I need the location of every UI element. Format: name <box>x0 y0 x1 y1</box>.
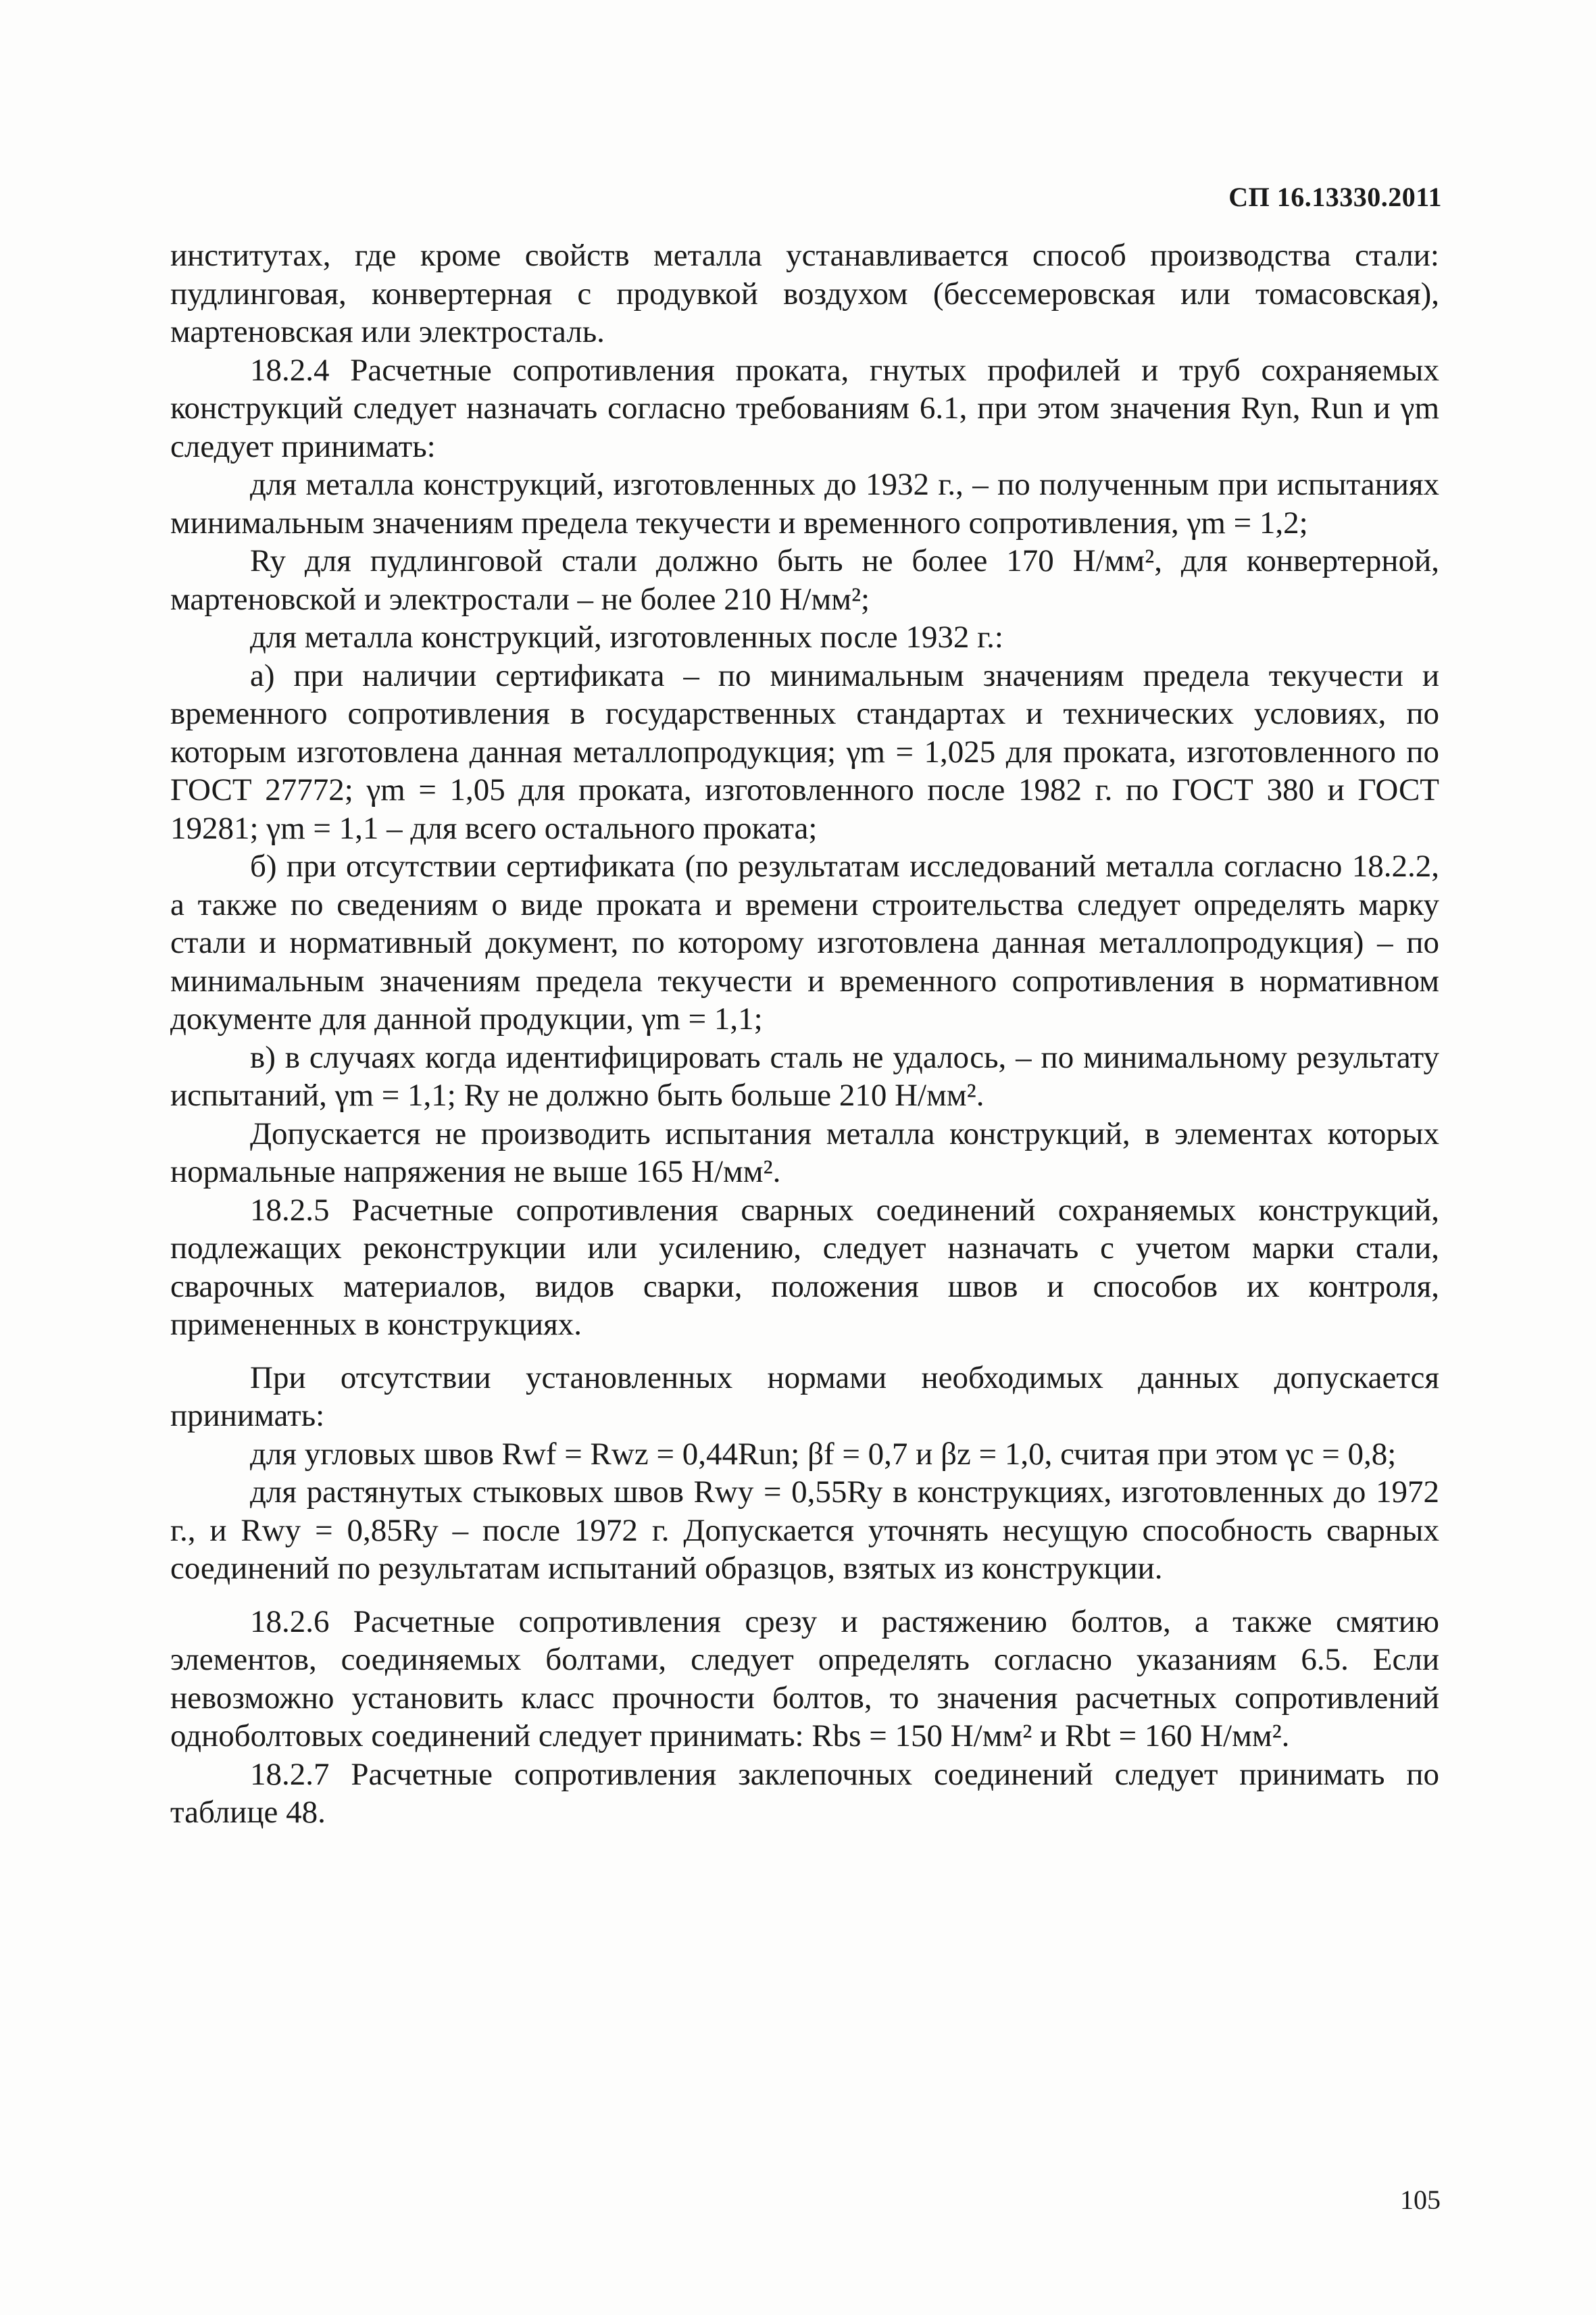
paragraph-18-2-7: 18.2.7 Расчетные сопротивления заклепочных соединений следует принимать по таблице 48. <box>170 1756 1439 1830</box>
paragraph-continuation: институтах, где кроме свойств металла устанавливается способ производства стали: пудлинговая, конвертерная с продувкой воздухом (бессемеровская или томасовская), мартеновская или электросталь. <box>170 238 1439 349</box>
paragraph-no-data: При отсутствии установленных нормами необходимых данных допускается принимать: <box>170 1360 1439 1433</box>
document-code: СП 16.13330.2011 <box>1228 182 1442 212</box>
document-body <box>170 237 1439 1832</box>
paragraph-before-1932: для металла конструкций, изготовленных до 1932 г., – по полученным при испытаниях минимальным значениям предела текучести и временного сопротивления, γm = 1,2; <box>170 467 1439 541</box>
paragraph-item-a: а) при наличии сертификата – по минимальным значениям предела текучести и временного сопротивления в государственных стандартах и технических условиях, по которым изготовлена данная металлопродукция; γm = 1,025 для проката, изготовленного по ГОСТ 27772; γm = 1,05 для проката, изготовленного после 1982 г. по ГОСТ 380 и ГОСТ 19281; γm = 1,1 – для всего остального проката; <box>170 657 1439 846</box>
paragraph-18-2-4: 18.2.4 Расчетные сопротивления проката, гнутых профилей и труб сохраняемых конструкций следует назначать согласно требованиям 6.1, при этом значения Ryn, Run и γm следует принимать: <box>170 352 1439 464</box>
paragraph-fillet-welds: для угловых швов Rwf = Rwz = 0,44Run; βf = 0,7 и βz = 1,0, считая при этом γc = 0,8; <box>250 1436 1397 1472</box>
paragraph-18-2-6: 18.2.6 Расчетные сопротивления срезу и растяжению болтов, а также смятию элементов, соединяемых болтами, следует определять согласно указаниям 6.5. Если невозможно установить класс прочности болтов, то значения расчетных сопротивлений одноболтовых соединений следует принимать: Rbs = 150 Н/мм² и Rbt = 160 Н/мм². <box>170 1603 1439 1753</box>
paragraph-item-b: б) при отсутствии сертификата (по результатам исследований металла согласно 18.2.2, а также по сведениям о виде проката и времени строительства следует определять марку стали и нормативный документ, по которому изготовлена данная металлопродукция) – по минимальным значениям предела текучести и временного сопротивления в нормативном документе для данной продукции, γm = 1,1; <box>170 849 1439 1037</box>
paragraph-allowance: Допускается не производить испытания металла конструкций, в элементах которых нормальные напряжения не выше 165 Н/мм². <box>170 1116 1439 1189</box>
page-number: 105 <box>1400 2185 1441 2215</box>
paragraph-item-v: в) в случаях когда идентифицировать сталь не удалось, – по минимальному результату испытаний, γm = 1,1; Ry не должно быть больше 210 Н/мм². <box>170 1039 1439 1113</box>
paragraph-butt-welds: для растянутых стыковых швов Rwy = 0,55Ry в конструкциях, изготовленных до 1972 г., и Rwy = 0,85Ry – после 1972 г. Допускается уточнять несущую способность сварных соединений по результатам испытаний образцов, взятых из конструкции. <box>170 1474 1439 1586</box>
paragraph-18-2-5: 18.2.5 Расчетные сопротивления сварных соединений сохраняемых конструкций, подлежащих реконструкции или усилению, следует назначать с учетом марки стали, сварочных материалов, видов сварки, положения швов и способов их контроля, примененных в конструкциях. <box>170 1192 1439 1342</box>
paragraph-ry-limit: Ry для пудлинговой стали должно быть не более 170 Н/мм², для конвертерной, мартеновской и электростали – не более 210 Н/мм²; <box>170 543 1439 617</box>
paragraph-after-1932: для металла конструкций, изготовленных после 1932 г.: <box>250 620 1003 655</box>
